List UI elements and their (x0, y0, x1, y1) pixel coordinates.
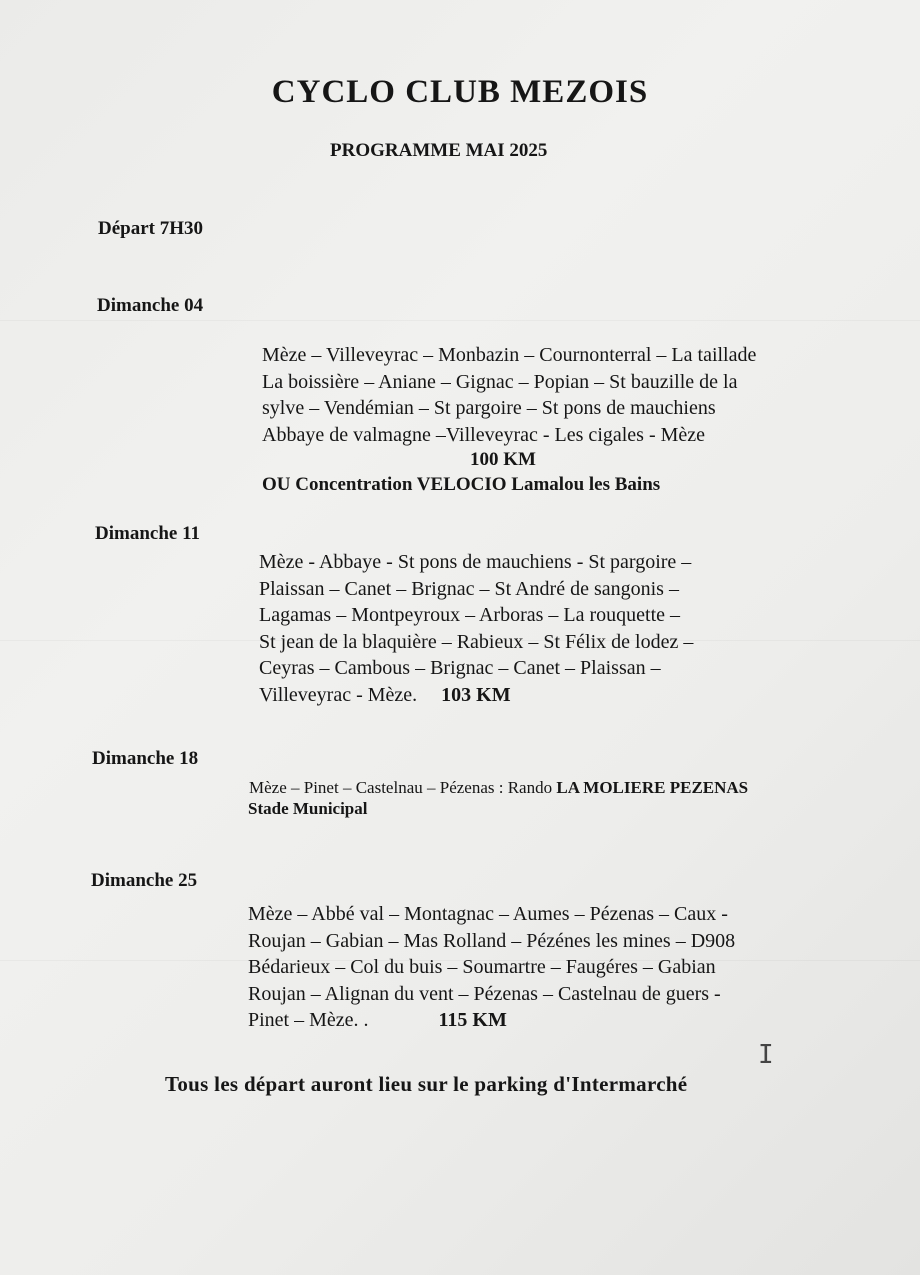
route-line: Bédarieux – Col du buis – Soumartre – Faugéres – Gabian (248, 956, 716, 978)
route-line: sylve – Vendémian – St pargoire – St pons de mauchiens (262, 397, 716, 419)
route-line-text: Villeveyrac - Mèze. (259, 683, 418, 706)
route-line: Lagamas – Montpeyroux – Arboras – La rouquette – (259, 604, 681, 626)
document-title: CYCLO CLUB MEZOIS (271, 74, 649, 110)
route-25 (248, 901, 735, 1034)
day-heading-11: Dimanche 11 (95, 523, 201, 544)
route-line: Mèze – Villeveyrac – Monbazin – Cournonterral – La taillade (262, 344, 757, 366)
alternative-04: OU Concentration VELOCIO Lamalou les Bains (262, 474, 661, 495)
route-line: Mèze – Abbé val – Montagnac – Aumes – Pézenas – Caux - (248, 903, 728, 925)
text-cursor-icon: I (758, 1040, 774, 1070)
distance-04: 100 KM (470, 449, 536, 470)
route-line: Ceyras – Cambous – Brignac – Canet – Plaissan – (259, 657, 661, 679)
event-place-18: Stade Municipal (248, 799, 368, 818)
route-line: Plaissan – Canet – Brignac – St André de sangonis – (259, 577, 679, 600)
route-line: St jean de la blaquière – Rabieux – St Félix de lodez – (259, 630, 694, 653)
route-04 (262, 342, 756, 448)
route-11 (259, 549, 693, 708)
route-line (248, 1007, 735, 1034)
route-18 (249, 778, 748, 798)
route-18-text: Mèze – Pinet – Castelnau – Pézenas : Rando (249, 778, 553, 797)
route-line (259, 682, 693, 709)
day-heading-18: Dimanche 18 (92, 748, 199, 769)
route-line: Abbaye de valmagne –Villeveyrac - Les cigales - Mèze (262, 423, 706, 446)
document-subtitle: PROGRAMME MAI 2025 (330, 140, 548, 161)
day-heading-25: Dimanche 25 (91, 870, 198, 891)
distance-11: 103 KM (441, 683, 511, 706)
route-line: Roujan – Alignan du vent – Pézenas – Castelnau de guers - (248, 982, 721, 1005)
route-line: Roujan – Gabian – Mas Rolland – Pézénes les mines – D908 (248, 929, 736, 952)
distance-25: 115 KM (438, 1009, 507, 1031)
departure-time: Départ 7H30 (98, 218, 204, 239)
route-line: Mèze - Abbaye - St pons de mauchiens - St pargoire – (259, 551, 692, 573)
route-line: La boissière – Aniane – Gignac – Popian – St bauzille de la (262, 370, 738, 393)
day-heading-04: Dimanche 04 (97, 295, 204, 316)
footer-note: Tous les départ auront lieu sur le parking d'Intermarché (165, 1072, 688, 1096)
event-name-18: LA MOLIERE PEZENAS (556, 778, 749, 797)
route-line-text: Pinet – Mèze. . (248, 1009, 369, 1031)
screen-texture (0, 320, 920, 321)
